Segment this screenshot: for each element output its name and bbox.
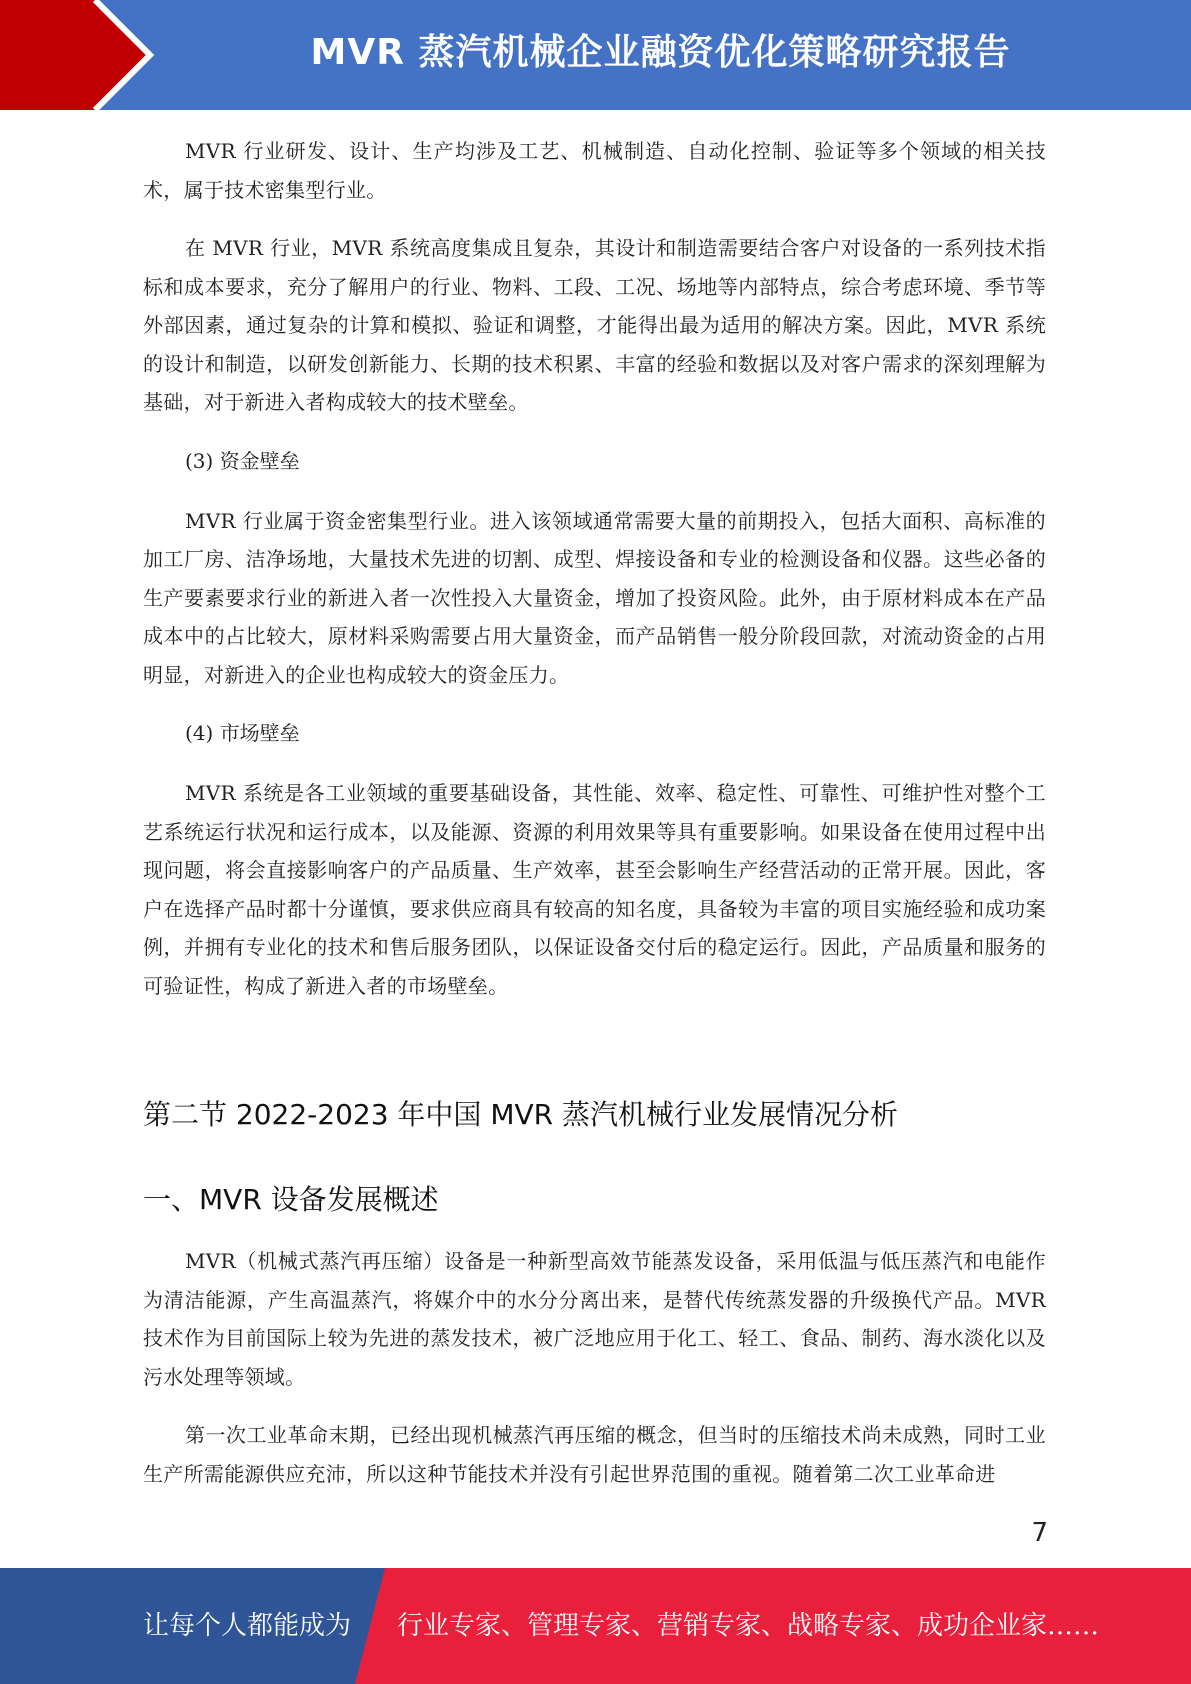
heading-market-barrier: (4) 市场壁垒: [185, 721, 300, 745]
paragraph-mvr-history: 第一次工业革命末期，已经出现机械蒸汽再压缩的概念，但当时的压缩技术尚未成熟，同时工业生产所需能源供应充沛，所以这种节能技术并没有引起世界范围的重视。随着第二次工业革命进: [143, 1423, 1046, 1486]
paragraph-tech-barrier: 在 MVR 行业，MVR 系统高度集成且复杂，其设计和制造需要结合客户对设备的一系列技术指标和成本要求，充分了解用户的行业、物料、工段、工况、场地等内部特点，综合考虑环境、季节等外部因素，通过复杂的计算和模拟、验证和调整，才能得出最为适用的解决方案。因此，MVR 系统的设计和制造，以研发创新能力、长期的技术积累、丰富的经验和数据以及对客户需求的深刻理解为基础，对于新进入者构成较大的技术壁垒。: [143, 236, 1046, 414]
heading-capital-barrier: (3) 资金壁垒: [185, 448, 300, 473]
paragraph-market-barrier: MVR 系统是各工业领域的重要基础设备，其性能、效率、稳定性、可靠性、可维护性对整个工艺系统运行状况和运行成本，以及能源、资源的利用效果等具有重要影响。如果设备在使用过程中出现问题，将会直接影响客户的产品质量、生产效率，甚至会影响生产经营活动的正常开展。因此，客户在选择产品时都十分谨慎，要求供应商具有较高的知名度，具备较为丰富的项目实施经验和成功案例，并拥有专业化的技术和售后服务团队，以保证设备交付后的稳定运行。因此，产品质量和服务的可验证性，构成了新进入者的市场壁垒。: [143, 781, 1046, 998]
header-chevron-icon: [0, 0, 160, 110]
footer-slogan-right: 行业专家、管理专家、营销专家、战略专家、成功企业家……: [397, 1611, 1100, 1641]
page-header: [0, 0, 1191, 110]
page-number: 7: [1031, 1518, 1048, 1548]
page-footer: [0, 1568, 1191, 1684]
document-body: [143, 132, 1046, 1513]
footer-slogan-left: 让每个人都能成为: [143, 1611, 352, 1641]
subsection-title: 一、MVR 设备发展概述: [143, 1183, 439, 1216]
paragraph-mvr-overview: MVR（机械式蒸汽再压缩）设备是一种新型高效节能蒸发设备，采用低温与低压蒸汽和电能作为清洁能源，产生高温蒸汽，将媒介中的水分分离出来，是替代传统蒸发器的升级换代产品。MVR 技术作为目前国际上较为先进的蒸发技术，被广泛地应用于化工、轻工、食品、制药、海水淡化以及污水处理等领域。: [143, 1249, 1046, 1389]
paragraph-tech-intensive: MVR 行业研发、设计、生产均涉及工艺、机械制造、自动化控制、验证等多个领域的相关技术，属于技术密集型行业。: [143, 139, 1046, 202]
report-title: MVR 蒸汽机械企业融资优化策略研究报告: [310, 32, 1011, 73]
paragraph-capital-barrier: MVR 行业属于资金密集型行业。进入该领域通常需要大量的前期投入，包括大面积、高标准的加工厂房、洁净场地，大量技术先进的切割、成型、焊接设备和专业的检测设备和仪器。这些必备的生产要素要求行业的新进入者一次性投入大量资金，增加了投资风险。此外，由于原材料成本在产品成本中的占比较大，原材料采购需要占用大量资金，而产品销售一般分阶段回款，对流动资金的占用明显，对新进入的企业也构成较大的资金压力。: [143, 508, 1046, 687]
section-title: 第二节 2022-2023 年中国 MVR 蒸汽机械行业发展情况分析: [143, 1098, 898, 1131]
